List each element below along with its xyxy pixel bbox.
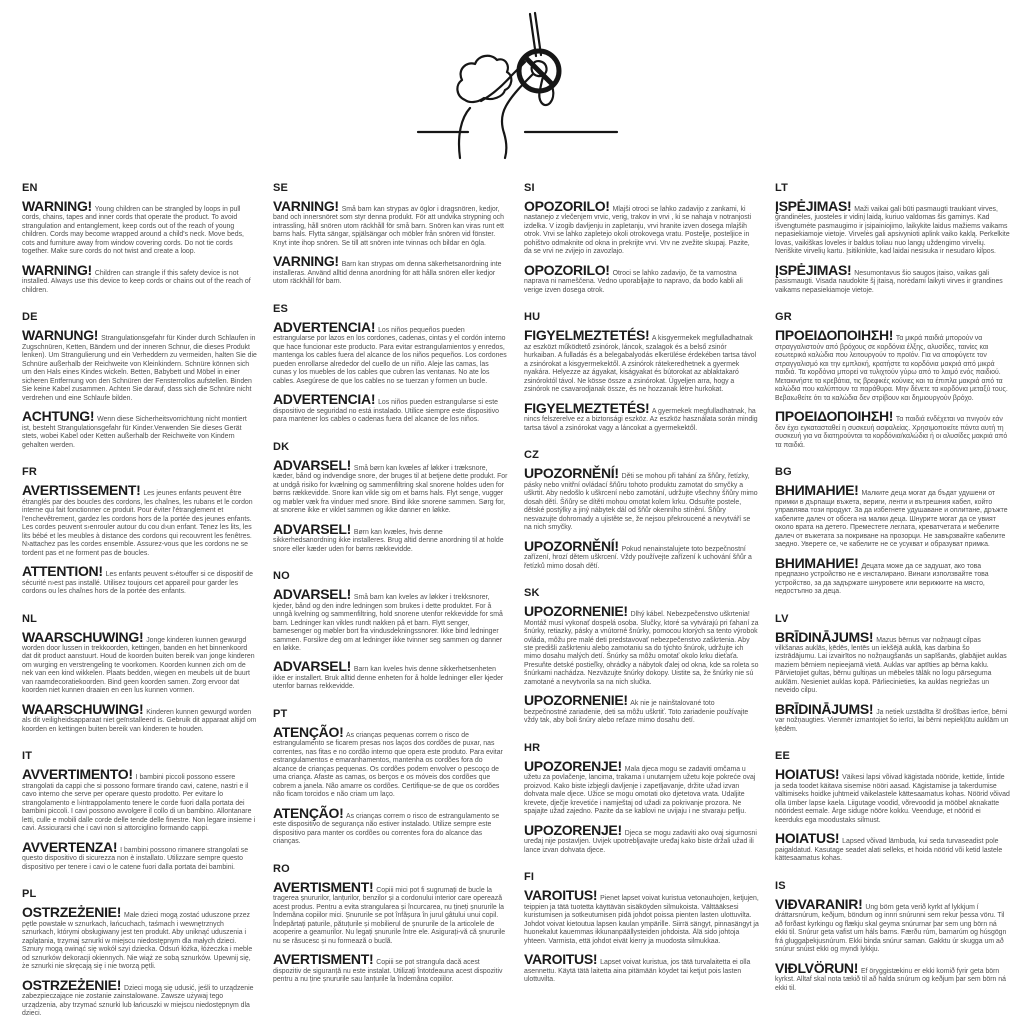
warning-text: Copiii mici pot fi sugrumați de bucle la tragerea șnururilor, lanțurilor, benzilor și a cordonului interior care operează acest produs. Pentru a evita strangularea și încurcarea, nu țineți șnururile la îndemâna copiilor mici. Șnururile se pot înfășura în jurul gâtului unui copil. Îndepărtați paturile, pătuțurile și mobilierul de șnururile de la articolele de acoperire a geamurilor. Nu legați șnururile între ele. Asigurați-vă că șnururile nu se răsucesc și nu formează o buclă. — [273, 886, 506, 945]
warning-paragraph — [273, 587, 508, 653]
warning-text: Ak nie je nainštalované toto bezpečnostné zariadenie, deti sa môžu uškrtiť. Toto zariadenie používajte vždy tak, aby boli šnúry alebo reťaze mimo dosahu detí. — [524, 700, 749, 725]
warning-text: Pokud nenainstalujete toto bezpečnostní zařízení, hrozí dětem uškrcení. Vždy používejte zařízení k uchování šňůr a řetízků mimo dosah dětí. — [524, 545, 752, 570]
warning-text: Ja netiek uzstādīta šī drošības ierīce, bērni var nožņaugties. Vienmēr izmantojiet šo ierīci, lai bērni nepiekļūtu auklām un ķēdēm. — [775, 708, 1009, 733]
language-block — [273, 303, 508, 425]
warning-paragraph — [524, 759, 759, 817]
warning-paragraph — [22, 263, 257, 295]
warning-text: Nesumontavus šio saugos įtaiso, vaikas gali pasismaugti. Visada naudokite šį įtaisą, norėdami laikyti virves ir grandines vaikams nepasiekiamoje vietoje. — [775, 269, 1003, 294]
language-code: CZ — [524, 449, 540, 462]
warning-paragraph — [775, 328, 1010, 403]
warning-paragraph — [273, 952, 508, 984]
warning-heading: VIÐVARANIR! — [775, 895, 863, 912]
language-code: PL — [22, 888, 37, 901]
warning-paragraph — [524, 263, 759, 295]
warning-text: Los niños pueden estrangularse si este dispositivo de seguridad no está instalado. Utilice siempre este dispositivo para mantener los cables o cadenas fuera del alcance de los niños. — [273, 399, 499, 424]
language-code: DK — [273, 440, 290, 453]
language-block — [775, 613, 1010, 735]
warning-heading: WAARSCHUWING! — [22, 628, 144, 645]
warning-paragraph — [22, 767, 257, 833]
warning-text: Małe dzieci mogą zostać uduszone przez pętle powstałe w sznurkach, łańcuchach, taśmach i wewnętrznych sznurkach, którymi obsługiwany jest ten produkt. Aby uniknąć uduszenia i zaplątania, trzymaj sznurki w miejscu niedostępnym dla małych dzieci. Sznury mogą owinąć się wokół szyi dziecka. Odsuń łóżka, łóżeczka i meble od sznurków dekoracji okiennych. Nie wiąż ze sobą sznurków. Upewnij się, że sznurki nie skręcają się i nie tworzą pętli. — [22, 912, 253, 971]
warning-paragraph — [524, 693, 759, 725]
warning-heading: UPOZORNENIE! — [524, 692, 628, 709]
warning-paragraph — [22, 840, 257, 872]
warning-paragraph — [775, 409, 1010, 450]
warning-paragraph — [775, 702, 1010, 734]
language-code: ES — [273, 302, 289, 315]
warning-paragraph — [22, 483, 257, 558]
warning-heading: ВНИМАНИЕ! — [775, 482, 859, 499]
warning-paragraph — [273, 320, 508, 386]
warning-paragraph — [524, 888, 759, 946]
language-code: EN — [22, 182, 38, 194]
warning-heading: OSTRZEŻENIE! — [22, 976, 122, 993]
warning-text: Väikesi lapsi võivad kägistada nööride, kettide, lintide ja seda toodet käitava sisemise nööri aasad. Kägistamise ja takerdumise vältimiseks hoidke juhtmeid väikelastele kättesaamatus kohas. Nöörid võivad olla ümber lapse kaela. Liigutage voodid, võrevoodid ja mööbel aknakatte nööridest eemale. Ärge siduge nööre kokku. Veenduge, et nöörid ei keerduks ega moodustaks silmust. — [775, 774, 1010, 824]
warning-text: Les enfants peuvent s›étouffer si ce dispositif de sécurité n›est pas installé. Utilisez toujours cet appareil pour garder les cordons ou les chaînes hors de la portée des enfants. — [22, 571, 253, 596]
warning-heading: BRĪDINĀJUMS! — [775, 628, 874, 645]
child-head — [457, 56, 511, 102]
language-block — [524, 871, 759, 984]
warning-text: Barn kan strypas om denna säkerhetsanordning inte installeras. Använd alltid denna anordning för att hålla snören eller kedjor utom räckhåll för barn. — [273, 261, 502, 286]
language-block — [524, 311, 759, 433]
warning-heading: OSTRZEŻENIE! — [22, 904, 122, 921]
warning-text: Малките деца могат да бъдат удушени от примки в дърпащи въжета, вериги, ленти и вътрешния кабел, който управлява този продукт. За да избегнете удушаване и оплитане, дръжте кабелите далеч от обсега на малки деца. Шнурите могат да се увият около врата на детето. Преместете леглата, креватчетата и мебелите далеч от въжетата за покриване на прозорци. Не завързвайте кабелите заедно. Уверете се, че кабелите не се усукват и образуват примка. — [775, 490, 1008, 549]
warning-text: Små barn kan strypas av öglor i dragsnören, kedjor, band och innersnöret som styr denna produkt. För att undvika strypning och intrassling, håll snören utom räckhåll för små barn. Snören kan viras runt ett barns hals. Flytta sängar, spjälsängar och möbler från snören vid fönster. Knyt inte ihop snören. Se till att snören inte tvinnas och bildar en ögla. — [273, 206, 504, 247]
warning-heading: ĮSPĖJIMAS! — [775, 198, 852, 214]
warning-paragraph — [22, 409, 257, 450]
language-block — [273, 708, 508, 847]
warning-text: Maži vaikai gali būti pasmaugti traukiant virves, grandinėles, juosteles ir vidinį laidą, kuriuo valdomas šis gaminys. Kad išvengtumėte pasmaugimo ir įsipainiojimo, laikykite laidus mažiems vaikams nepasiekiamoje vietoje. Virvelės gali apsivynioti aplink vaiko kaklą. Perkelkite lovas, vaikiškas loveles ir baldus toliau nuo langų uždengimo virvelių. Neriškite virvelių kartu. Įsitikinkite, kad laidai nesisuka ir nesudaro kilpos. — [775, 206, 1010, 256]
language-code: SE — [273, 182, 289, 194]
warning-text: Ef öryggistækinu er ekki komið fyrir geta börn kyrkst. Alltaf skal nota tækið til að halda snúrum og keðjum þar sem börn ná ekki til. — [775, 967, 1006, 992]
warning-paragraph — [22, 564, 257, 596]
warning-heading: ATENÇÃO! — [273, 723, 344, 740]
warning-text: A gyermekek megfulladhatnak, ha nincs felszerelve ez a biztonsági eszköz. Az eszköz használata során mindig tartsa távol a zsinórokat vagy a láncokat a gyermekektől. — [524, 407, 758, 432]
language-block — [775, 880, 1010, 993]
warning-paragraph — [524, 199, 759, 257]
language-code: GR — [775, 311, 792, 324]
warning-paragraph — [22, 328, 257, 403]
warning-text: Børn kan kvæles, hvis denne sikkerhedsanordning ikke installeres. Brug altid denne anordning til at holde snore eller kæder uden for børns rækkevidde. — [273, 528, 504, 553]
warning-heading: FIGYELMEZTETÉS! — [524, 399, 650, 416]
warning-heading: AVVERTENZA! — [22, 838, 118, 855]
language-code: SI — [524, 182, 535, 194]
warning-text: Mazus bērnus var nožņaugt cilpas vilkšanas auklās, ķēdēs, lentēs un iekšējā auklā, kas darbina šo izstrādājumu. Lai izvairītos no nožņaugšanās un sapīšanās, glabājiet auklas maziem bērniem nepieejamā vietā. Auklas var aptīties ap bērna kaklu. Pārvietojiet gultas, bērnu gultiņas un mēbeles tālāk no logu pārseguma auklām. Nesieniet auklas kopā. Pārliecinieties, ka auklas negriežas un neveido cilpu. — [775, 636, 1007, 695]
warning-text: Kinderen kunnen gewurgd worden als dit veiligheidsapparaat niet geïnstalleerd is. Gebruik dit apparaat altijd om koorden en kettingen buiten bereik van kinderen te houden. — [22, 708, 257, 733]
column-3 — [524, 182, 759, 1024]
column-1 — [22, 182, 257, 1024]
warning-text: Jonge kinderen kunnen gewurgd worden door lussen in trekkoorden, kettingen, banden en het binnenkoord dat dit product aanstuurt. Houd de koorden buiten bereik van jonge kinderen om wurging en verstrengeling te voorkomen. Koorden kunnen zich om de nek van een kind wikkelen. Plaats bedden, wiegen en meubels uit de buurt van raamdecoratiekoorden. Bind geen koorden samen. Zorg ervoor dat koorden niet kunnen draaien en een lus kunnen vormen. — [22, 636, 255, 695]
warning-paragraph — [22, 702, 257, 734]
warning-text: Djeca se mogu zadaviti ako ovaj sigurnosni uređaj nije postavljen. Uvijek upotrebljavajte uređaj kako biste držali užad ili lance izvan dohvata djece. — [524, 829, 757, 854]
warning-paragraph — [524, 952, 759, 984]
warning-heading: AVERTISSEMENT! — [22, 482, 141, 499]
warning-paragraph — [775, 767, 1010, 825]
warning-heading: HOIATUS! — [775, 766, 840, 783]
warning-heading: ADVERTENCIA! — [273, 391, 376, 408]
warning-heading: WAARSCHUWING! — [22, 700, 144, 717]
column-4 — [775, 182, 1010, 1024]
warning-heading: ADVARSEL! — [273, 586, 351, 603]
language-block — [775, 311, 1010, 450]
warning-heading: AVERTISMENT! — [273, 878, 374, 895]
language-code: IS — [775, 879, 786, 892]
warning-text: A kisgyermekek megfulladhatnak az eszközt működtető zsinórok, láncok, szalagok és a belső zsinór hurkaiban. A fulladás és a belegabalyodás elkerülése érdekében tartsa távol a zsinórokat a kisgyermekektől. A zsinórok rátekeredhetnek a gyermek nyakára. Helyezze az ágyakat, kiságyakat és bútorokat az ablaktakaró zsinóroktól távol. Ne kösse össze a zsinórokat. Ügyeljen arra, hogy a zsinórok ne csavarodjanak össze, és ne hozzanak létre hurkokat. — [524, 335, 757, 394]
language-block — [22, 466, 257, 596]
warning-paragraph — [775, 630, 1010, 696]
language-code: NL — [22, 612, 38, 625]
warning-heading: ADVARSEL! — [273, 658, 351, 675]
warning-heading: WARNING! — [22, 198, 92, 214]
language-code: SK — [524, 587, 540, 600]
warning-paragraph — [775, 961, 1010, 993]
warning-paragraph — [524, 823, 759, 855]
warning-heading: VARNING! — [273, 198, 339, 214]
warning-heading: ACHTUNG! — [22, 408, 95, 425]
warning-heading: UPOZORENJE! — [524, 757, 622, 774]
warning-paragraph — [273, 392, 508, 424]
warning-heading: AVVERTIMENTO! — [22, 766, 133, 783]
language-block — [524, 587, 759, 726]
warning-heading: HOIATUS! — [775, 830, 840, 847]
warning-text: Dlhý kábel. Nebezpečenstvo uškrtenia! Montáž musí vykonať dospelá osoba. Slučky, ktoré sa vytvárajú pri ťahaní za šnúrky, retiazky, pásky a vnútorné šnúrky, pomocou ktorých sa tento výrobok ovláda, môžu pre malé deti predstavovať nebezpečenstvo zaškrtenia. Aby ste predišli zaškrteniu alebo zamotaniu sa do týchto šnúrok, udržujte ich mimo dosahu malých detí. Šnúrky sa môžu omotať okolo krku dieťaťa. Presuňte detské postieľky, ohrádky a nábytok ďalej od okna, kde sa roleta so šnúrkami nachádza. Nezväzujte šnúrky dokopy. Uistite sa, že šnúrky nie sú zamotané a nevytvorila sa na nich slučka. — [524, 611, 759, 686]
language-code: DE — [22, 311, 38, 324]
language-block — [775, 750, 1010, 863]
warning-text: Mlajši otroci se lahko zadavijo z zankami, ki nastanejo z vlečenjem vrvic, verig, trakov in vrvi , ki se nahaja v notranjosti izdelka. V izogib davljenju in zapletanju, vrvi hranite izven dosega mlajših otrok. Vrvi se lahko zapletejo okoli otrokovega vratu. Postelje, posteljice in pohištvo odmaknite od okna in prekrijte vrvi. Vrv ne zvežite skupaj. Pazite, da se vrvi ne zvijejo in zavozlajo. — [524, 206, 752, 256]
warning-paragraph — [273, 659, 508, 691]
warning-heading: UPOZORNENIE! — [524, 603, 628, 620]
warning-paragraph — [524, 328, 759, 394]
warning-heading: ΠΡΟΕΙΔΟΠΟΙΗΣΗ! — [775, 327, 894, 344]
warning-heading: VAROITUS! — [524, 887, 598, 904]
language-block — [524, 182, 759, 295]
child-body-right — [504, 133, 506, 158]
warning-text: Děti se mohou při tahání za šňůry, řetízky, pásky nebo vnitřní ovládací šňůru tohoto produktu zamotat do smyčky a uškrtit. Aby nedošlo k uškrcení nebo zamotání, udržujte všechny šňůry mimo dosah dětí. Šňůry se dítěti mohou omotat kolem krku. Odsuňte postele, dětské postýlky a jiný nábytek dál od šňůr okenního stínění. Šňůry nesvazujte dohromady a ujistěte se, že nejsou překroucené a nevytváří se na nich smyčky. — [524, 473, 758, 532]
warning-paragraph — [524, 466, 759, 532]
warning-paragraph — [273, 725, 508, 800]
warning-paragraph — [524, 401, 759, 433]
warning-text: Copiii se pot strangula dacă acest dispozitiv de siguranță nu este instalat. Utilizați întotdeauna acest dispozitiv pentru a nu ține șnururile sau lanțurile la îndemâna copiilor. — [273, 959, 503, 984]
language-block — [775, 182, 1010, 295]
warning-text: Pienet lapset voivat kuristua vetonauhojen, ketjujen, teippien ja tätä tuotetta käyttävän sisäköyden silmukoista. Välttääksesi kuristumisen ja sotkeutumisen pidä johdot poissa pienten lasten ulottuvilta. Johdot voivat kietoutua lapsen kaulan ympärille. Siirrä sängyt, pinnasängyt ja huonekalut kauemmas ikkunanpäällysteiden johdoista. Älä sido johtoja yhteen. Varmista, että johdot eivät kierry ja muodosta silmukkaa. — [524, 895, 759, 945]
language-block — [22, 311, 257, 450]
warning-paragraph — [775, 199, 1010, 257]
warning-text: Los niños pequeños pueden estrangularse por lazos en los cordones, cadenas, cintas y el cordón interno que hace funcionar este producto. Para evitar estrangulamientos y enredos, mantenga los cables fuera del alcance de los niños pequeños. Los cordones pueden enrollarse alrededor del cuello de un niño. Aleje las camas, las cunas y los muebles de los cables que cubren las ventanas. No ate los cables. Asegúrese de que los cables no se tuerzan y formen un bucle. — [273, 326, 507, 385]
warning-heading: OPOZORILO! — [524, 261, 610, 278]
language-code: FR — [22, 466, 38, 479]
warning-paragraph — [273, 254, 508, 286]
language-block — [273, 570, 508, 692]
warning-paragraph — [22, 978, 257, 1019]
warning-heading: FIGYELMEZTETÉS! — [524, 327, 650, 344]
language-code: NO — [273, 570, 290, 583]
language-block — [22, 750, 257, 872]
warning-heading: ĮSPĖJIMAS! — [775, 261, 852, 278]
warning-text: As crianças correm o risco de estrangulamento se este dispositivo de segurança não estiver instalado. Utilize sempre este dispositivo para manter os cordões ou correntes fora do alcance das crianças. — [273, 812, 500, 846]
warning-heading: UPOZORNĚNÍ! — [524, 465, 619, 482]
warning-text: Otroci se lahko zadavijo, če ta varnostna naprava ni nameščena. Vedno uporabljajte to napravo, da bodo kabli ali verige izven dosega otrok. — [524, 269, 743, 294]
warning-paragraph — [22, 630, 257, 696]
language-block — [273, 863, 508, 985]
language-code: HR — [524, 741, 541, 754]
warning-paragraph — [775, 556, 1010, 597]
language-code: RO — [273, 862, 290, 875]
language-block — [22, 888, 257, 1018]
warning-text: Τα παιδιά ενδέχεται να πνιγούν εάν δεν έχει εγκατασταθεί η συσκευή ασφαλείας. Χρησιμοποιείτε πάντα αυτή τη συσκευή για να διατηρούνται τα κορδόνια/καλώδια ή οι αλυσίδες μακριά από τα παιδιά. — [775, 416, 1008, 449]
warning-text: Strangulationsgefahr für Kinder durch Schlaufen in Zugschnüren, Ketten, Bändern und der inneren Schnur, die dieses Produkt lenken). Um Strangulierung und ein Verheddern zu vermeiden, halten Sie die Schnüre außerhalb der Reichweite von Kleinkindern. Schnüre können sich um den Hals eines Kindes wickeln. Betten, Babybett und Möbel in einer sicheren Entfernung von den Schnüren der Fensterrollos aufstellen. Binden Sie keine Kabel zusammen. Achten Sie darauf, dass sich die Schnüre nicht verdrehen und eine Schlaufe bilden. — [22, 335, 257, 402]
warning-paragraph — [775, 831, 1010, 863]
warning-paragraph — [273, 199, 508, 248]
language-block — [273, 441, 508, 554]
warning-text: Young children can be strangled by loops in pull cords, chains, tapes and inner cords that operate the product. To avoid strangulation and entanglement, keep cords out of the reach of young children. Cords may become wrapped around a child's neck. Move beds, cots and furniture away from window covering cords. Do not tie cords together. Make sure cords do not twist and create a loop. — [22, 206, 244, 256]
warning-paragraph — [273, 880, 508, 946]
warning-text: As crianças pequenas correm o risco de estrangulamento se ficarem presas nos laços dos cordões de puxar, nas correntes, nas fitas e no cordão interno que opera este produto. Para evitar estrangulamentos e emaranhamentos, mantenha os cordões fora do alcance de crianças pequenas. Os cordões podem envolver o pescoço de uma criança. Afaste as camas, os berços e os móveis dos cordões que cobrem a janela. Não amarre os cordões. Certifique-se de que os cordões não ficam torcidos e não criam um laço. — [273, 731, 503, 799]
warning-heading: ADVARSEL! — [273, 456, 351, 473]
warning-heading: VIÐLVÖRUN! — [775, 959, 859, 976]
language-code: HU — [524, 311, 541, 324]
warning-text: Децата може да се задушат, ако това предпазно устройство не е инсталирано. Винаги използвайте това устройство, за да задържате шнуровете или верижките на място, недостъпно за деца. — [775, 562, 989, 596]
language-block — [22, 182, 257, 295]
warning-paragraph — [273, 522, 508, 554]
warning-heading: AVERTISMENT! — [273, 951, 374, 968]
language-block — [524, 449, 759, 571]
warning-text: Ung börn geta verið kyrkt af lykkjum í dráttarsnúrum, keðjum, böndum og innri snúrunni sem rekur þessa vöru. Til að forðast kyrkingu og flækju skal geyma snúrurnar þar sem ung börn ná ekki til. Snúrur geta vafist um háls barns. Færðu rúm, barnarúm og húsgögn frá gluggaþekjusnúrum. Ekki binda snúrur saman. Gakktu úr skugga um að snúrur snúist ekki og myndi lykkju. — [775, 903, 1007, 954]
warning-paragraph — [273, 458, 508, 516]
warning-paragraph — [524, 539, 759, 571]
warning-text: Små børn kan kvæles af løkker i træksnore, kæder, bånd og indvendige snore, der bruges til at betjene dette produkt. For at undgå risiko for kvælning og sammenfiltring skal snorene holdes uden for børns rækkevidde. Snore kan vikle sig om et barns hals. Flyt senge, vugger og møbler væk fra vinduer med snore. Bind ikke snorene sammen. Sørg for, at snorene ikke er viklet sammen og ikke danner en løkke. — [273, 464, 508, 515]
warning-paragraph — [524, 604, 759, 687]
warning-paragraph — [775, 897, 1010, 955]
language-code: IT — [22, 750, 33, 763]
warning-text: Wenn diese Sicherheitsvorrichtung nicht montiert ist, besteht Strangulationsgefahr für Kinder.Verwenden Sie dieses Gerät stets, wobei Kabel oder Ketten außerhalb der Reichweite von Kindern gehalten werden. — [22, 416, 247, 449]
warning-heading: UPOZORNĚNÍ! — [524, 537, 619, 554]
language-code: LT — [775, 182, 789, 194]
warning-text: Dzieci mogą się udusić, jeśli to urządzenie zabezpieczające nie zostanie zainstalowane. Zawsze używaj tego urządzenia, aby trzymać sznurki lub łańcuszki w miejscu niedostępnym dla dzieci. — [22, 984, 254, 1018]
warning-paragraph — [273, 806, 508, 847]
column-2 — [273, 182, 508, 1024]
warning-text: Små barn kan kveles av løkker i trekksnorer, kjeder, bånd og den indre ledningen som brukes i dette produktet. For å unngå kvelning og sammenfiltring, hold snorene utenfor rekkevidde for små barn. Ledninger kan vikles rundt nakken på et barn. Flytt senger, barnesenger og møbler bort fra vindusdekningssnorer. Ikke bind ledninger sammen. Forsikre deg om at ledninger ikke tvinner seg sammen og danner en løkke. — [273, 594, 503, 652]
warning-heading: ΠΡΟΕΙΔΟΠΟΙΗΣΗ! — [775, 408, 894, 425]
warning-paragraph — [775, 483, 1010, 549]
warning-text: Les jeunes enfants peuvent être étranglés par des boucles des cordons, les chaînes, les rubans et le cordon interne qui fait fonctionner ce produit. Pour éviter l'étranglement et l'enchevêtrement, gardez les cordons hors de la portée des jeunes enfants. Les cordes peuvent s›enrouler autour du cou d›un enfant. Tenez les lits, les lits bébé et les meubles à distance des cordons qui recouvrent les fenêtres. N›attachez pas les cordes ensemble. Assurez-vous que les cordons ne se tordent pas et ne forment pas de boucles. — [22, 490, 253, 557]
warning-heading: VARNING! — [273, 253, 339, 270]
warning-text: Barn kan kveles hvis denne sikkerhetsenheten ikke er installert. Bruk alltid denne enheten for å holde ledninger eller kjeder utenfor barnas rekkevidde. — [273, 666, 504, 691]
warning-text: Τα μικρά παιδιά μπορούν να στραγγαλιστούν από βρόχους σε κορδόνια έλξης, αλυσίδες, ταινίες και εσωτερικά καλώδια που λειτουργούν το προϊόν. Για να αποφύγετε τον στραγγαλισμό και την εμπλοκή, κρατήστε τα κορδόνια μακριά από μικρά παιδιά. Τα κορδόνια μπορεί να τυλιχτούν γύρω από το λαιμό ενός παιδιού. Μετακινήστε τα κρεβάτια, τις βρεφικές κούνιες και τα έπιπλα μακριά από τα καλώδια που καλύπτουν τα παράθυρα. Μην δένετε τα κορδόνια μεταξύ τους. Βεβαιωθείτε ότι τα καλώδια δεν στρίβουν και δημιουργούν βρόχο. — [775, 335, 1008, 402]
language-columns — [22, 182, 1010, 1024]
language-code: LV — [775, 612, 789, 625]
warning-paragraph — [22, 905, 257, 971]
language-code: PT — [273, 707, 288, 720]
warning-heading: OPOZORILO! — [524, 198, 610, 214]
warning-heading: ATTENTION! — [22, 563, 103, 580]
language-block — [22, 613, 257, 735]
warning-text: Mala djeca mogu se zadaviti omčama u užetu za povlačenje, lancima, trakama i unutarnjem užetu koje pokreće ovaj proizvod. Kako biste izbjegli davljenje i zapetljavanje, držite užad izvan dohvata male djece. Užice se mogu omotati oko djetetova vrata. Udaljite krevete, dječje krevetiće i namještaj od užadi za pokrivanje prozora. Ne spajajte užad zajedno. Pazite da se kablovi ne uvijaju i ne stvaraju petlju. — [524, 765, 756, 816]
language-code: EE — [775, 750, 791, 763]
warning-paragraph — [22, 199, 257, 257]
warning-paragraph — [775, 263, 1010, 295]
warning-heading: UPOZORENJE! — [524, 821, 622, 838]
language-code: BG — [775, 466, 792, 479]
warning-heading: VAROITUS! — [524, 951, 598, 968]
language-block — [524, 742, 759, 855]
warning-heading: ВНИМАНИЕ! — [775, 554, 859, 571]
warning-heading: ADVARSEL! — [273, 520, 351, 537]
language-block — [775, 466, 1010, 596]
warning-text: I bambini piccoli possono essere strangolati da cappi che si possono formare tirando cavi, catene, nastri e il cavo interno che serve per operare questo prodotto. Per evitare lo strangolamento e l›intrappolamento tenere le corde fuori dalla portata dei bambini piccoli. I cavi possono avvolgere il collo di un bambino. Allontanare letti, culle e mobili dalle corde delle tende delle finestre. Non legare insieme i cavi. Assicurarsi che i cavi non si attorciglino formando cappi. — [22, 774, 256, 833]
warning-text: I bambini possono rimanere strangolati se questo dispositivo di sicurezza non è installato. Utilizzare sempre questo dispositivo per tenere i cavi o le catene fuori dalla portata dei bambini. — [22, 846, 249, 871]
language-block — [273, 182, 508, 287]
warning-text: Lapset voivat kuristua, jos tätä turvalaitetta ei olla asennettu. Käytä tätä laitetta aina pitämään köydet tai ketjut pois lasten ulottuvilta. — [524, 959, 751, 984]
warning-heading: ATENÇÃO! — [273, 804, 344, 821]
child-reaching-cord-prohibition-icon — [404, 6, 640, 176]
warning-heading: WARNING! — [22, 261, 92, 278]
warning-text: Lapsed võivad lämbuda, kui seda turvaseadist pole paigaldatud. Kasutage seadet alati selleks, et hoida nöörid või ketid lastele kättesaamatus kohas. — [775, 838, 1003, 863]
warning-heading: BRĪDINĀJUMS! — [775, 700, 874, 717]
language-code: FI — [524, 871, 535, 884]
warning-heading: ADVERTENCIA! — [273, 318, 376, 335]
warning-text: Children can strangle if this safety device is not installed. Always use this device to keep cords or chains out of the reach of children. — [22, 269, 251, 294]
warning-heading: WARNUNG! — [22, 327, 99, 344]
